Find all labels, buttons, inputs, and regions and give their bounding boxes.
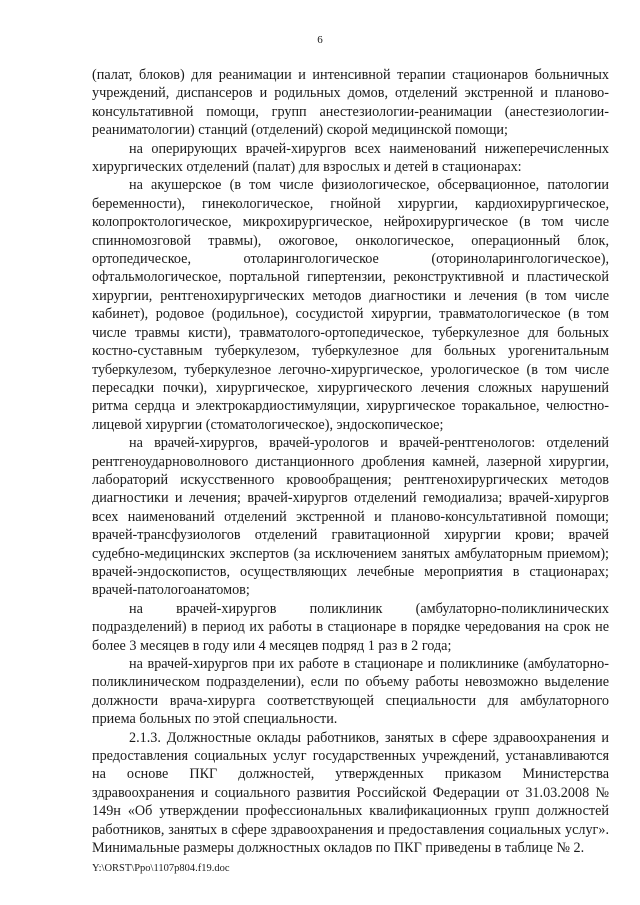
paragraph-surgeons-urologists-radiologists: на врачей-хирургов, врачей-урологов и врачей-рентгенологов: отделений рентгеноударноволнового дистанционного дробления камней, лазерной хирургии, лабораторий искусственного кровообращения; рентгенохирургических методов диагностики и лечения; врачей-хирургов отделений гемодиализа; врачей-хирургов всех наименований отделений экстренной и планово-консультативной помощи; врачей-трансфузиологов отделений гравитационной хирургии крови; врачей судебно-медицинских экспертов (за исключением занятых амбулаторным приемом); врачей-эндоскопистов, осуществляющих лечебные мероприятия в стационарах; врачей-патологоанатомов; — [92, 435, 609, 599]
paragraph-hospital-and-polyclinic: на врачей-хирургов при их работе в стационаре и поликлинике (амбулаторно-поликлиническом подразделении), если по объему работы невозможно выделение должности врача-хирурга соответствующей специальности для амбулаторного приема больных по этой специальности. — [92, 656, 609, 728]
paragraph-surgical-departments-list: на акушерское (в том числе физиологическое, обсервационное, патологии беременности), гинекологическое, гнойной хирургии, кардиохирургическое, колопроктологическое, микрохирургическое, нейрохирургическое (в том числе спинномозговой травмы), ожоговое, онкологическое, операционный блок, ортопедическое, отоларингологическое (оториноларингологическое), офтальмологическое, портальной гипертензии, реконструктивной и пластической хирургии, рентгенохирургических методов диагностики и лечения (в том числе кабинет), родовое (родильное), сосудистой хирургии, травматологическое (в том числе травмы кисти), травматолого-ортопедическое, туберкулезное для больных костно-суставным туберкулезом, туберкулезное для больных урогенитальным туберкулезом, туберкулезное легочно-хирургическое, урологическое (в том числе пересадки почки), хирургическое, хирургического лечения сложных нарушений ритма сердца и электрокардиостимуляции, хирургическое торакальное, челюстно-лицевой хирургии (стоматологическое), эндоскопическое; — [92, 177, 609, 433]
paragraph-polyclinic-surgeons: на врачей-хирургов поликлиник (амбулаторно-поликлинических подразделений) в период их работы в стационаре в порядке чередования на срок не более 3 месяцев в году или 4 месяцев подряд 1 раз в 2 года; — [92, 600, 609, 654]
paragraph-icu-continuation: (палат, блоков) для реанимации и интенсивной терапии стационаров больничных учреждений, диспансеров и родильных домов, отделений экстренной и планово-консультативной помощи, групп анестезиологии-реанимации (анестезиологии-реаниматологии) станций (отделений) скорой медицинской помощи; — [92, 67, 609, 139]
page-number: 6 — [317, 34, 323, 46]
footer-file-path: Y:\ORST\Ppo\1107p804.f19.doc — [92, 863, 230, 874]
paragraph-section-2-1-3: 2.1.3. Должностные оклады работников, занятых в сфере здравоохранения и предоставления социальных услуг государственных учреждений, устанавливаются на основе ПКГ должностей, утвержденных приказом Министерства здравоохранения и социального развития Российской Федерации от 31.03.2008 № 149н «Об утверждении профессиональных квалификационных групп должностей работников, занятых в сфере здравоохранения и предоставления социальных услуг». Минимальные размеры должностных окладов по ПКГ приведены в таблице № 2. — [92, 729, 609, 857]
paragraph-operating-surgeons: на оперирующих врачей-хирургов всех наименований нижеперечисленных хирургических отделений (палат) для взрослых и детей в стационарах: — [92, 140, 609, 176]
document-body — [92, 66, 609, 857]
